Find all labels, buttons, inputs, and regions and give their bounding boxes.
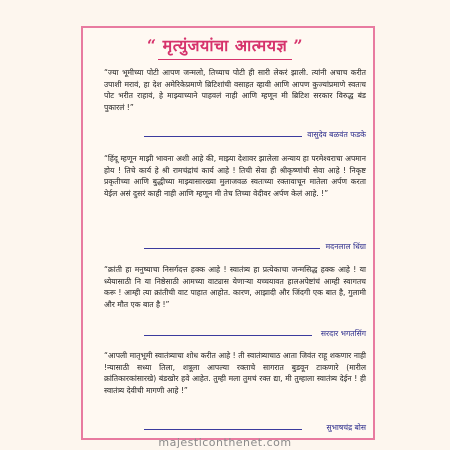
quote-2: “हिंदू म्हणून माझी भावना अशी आहे की, माझ्या देशावर झालेला अन्याय हा परमेश्वराचा अपमान होय ! तिचे कार्य हे श्री रामचंद्रांचं कार्य आहे ! तिची सेवा ही श्रीकृष्णांची सेवा आहे ! निकृष्ट प्रकृतीच्या आणि बुद्धीच्या माझ्यासारख्या मुलाजवळ स्वतःच्या रक्तावाचून मातेला अर्पण करता येईल असं दुसरं काही नाही आणि म्हणून मी तेच तिच्या वेदीवर अर्पण केलं आहे. !” (104, 154, 366, 198)
author-rule (144, 248, 320, 249)
quote-4: “आपली मातृभूमी स्वातंत्र्याचा शोध करीत आहे ! ती स्वातंत्र्याचाठ आता जिवंत राहू शकणार नाही !न्यासाठी सध्या तिला, शत्रूला आपल्या रक्ताचे सागरात बुडवून टाकणारे (मारील क्रांतिकारकांसारखे) बंडखोर हवे आहेत. तुम्ही मला तुमचं रक्त द्या, मी तुम्हाला स्वातंत्र्य देईन ! ही स्वातंत्र्य देवीची मागणी आहे !” (104, 351, 366, 395)
author-row-4 (104, 423, 366, 435)
quote-author: सुभाषचंद्र बोस (326, 423, 366, 432)
author-rule (144, 429, 302, 430)
author-row-3 (104, 329, 366, 341)
quote-author: वासुदेव बळवंत फडके (307, 130, 366, 139)
author-row-2 (104, 242, 366, 254)
title-underline (158, 59, 292, 60)
page-title: “ मृत्युंजयांचा आत्मयज्ञ ” (146, 36, 304, 55)
author-rule (144, 136, 302, 137)
author-row-1 (104, 130, 366, 142)
watermark: majesticonthenet.com (158, 436, 292, 449)
quote-1: “ज्या भूमीच्या पोटी आपण जन्मलो, तिच्याच पोटी ही सारी लेकरं झाली. त्यांनी अचाच करीत उपाशी मरावं, हा देश अमेरिकेप्रमाणे ब्रिटिशांची वसाहत व्हावी आणि आपण कुज्यांप्रमाणे स्वतःच पोट भरीत राहावं, हे माझ्याच्याने पाहवलं नाही आणि म्हणून मी ब्रिटिश सरकार विरुद्ध बंड पुकारलं !” (104, 68, 366, 112)
author-rule (144, 335, 312, 336)
quote-author: मदनलाल धिंग्रा (325, 242, 366, 251)
quote-author: सरदार भगतसिंग (320, 329, 366, 338)
quote-3: “क्रांती हा मनुष्याचा निसर्गदत्त हक्क आहे ! स्वातंत्र्य हा प्रत्येकाचा जन्मसिद्ध हक्क आहे ! या ध्येयासाठी नि या निष्ठेसाठी आमच्या वाट्यास येणाऱ्या यच्चयावत हालअपेष्टांचं आम्ही स्वागतच करू ! आम्ही त्या क्रांतीची वाट पाहात आहोत. कारण, आझादी और जिंदगी एक बात है, गुलामी और मौत एक बात है !” (104, 265, 366, 309)
